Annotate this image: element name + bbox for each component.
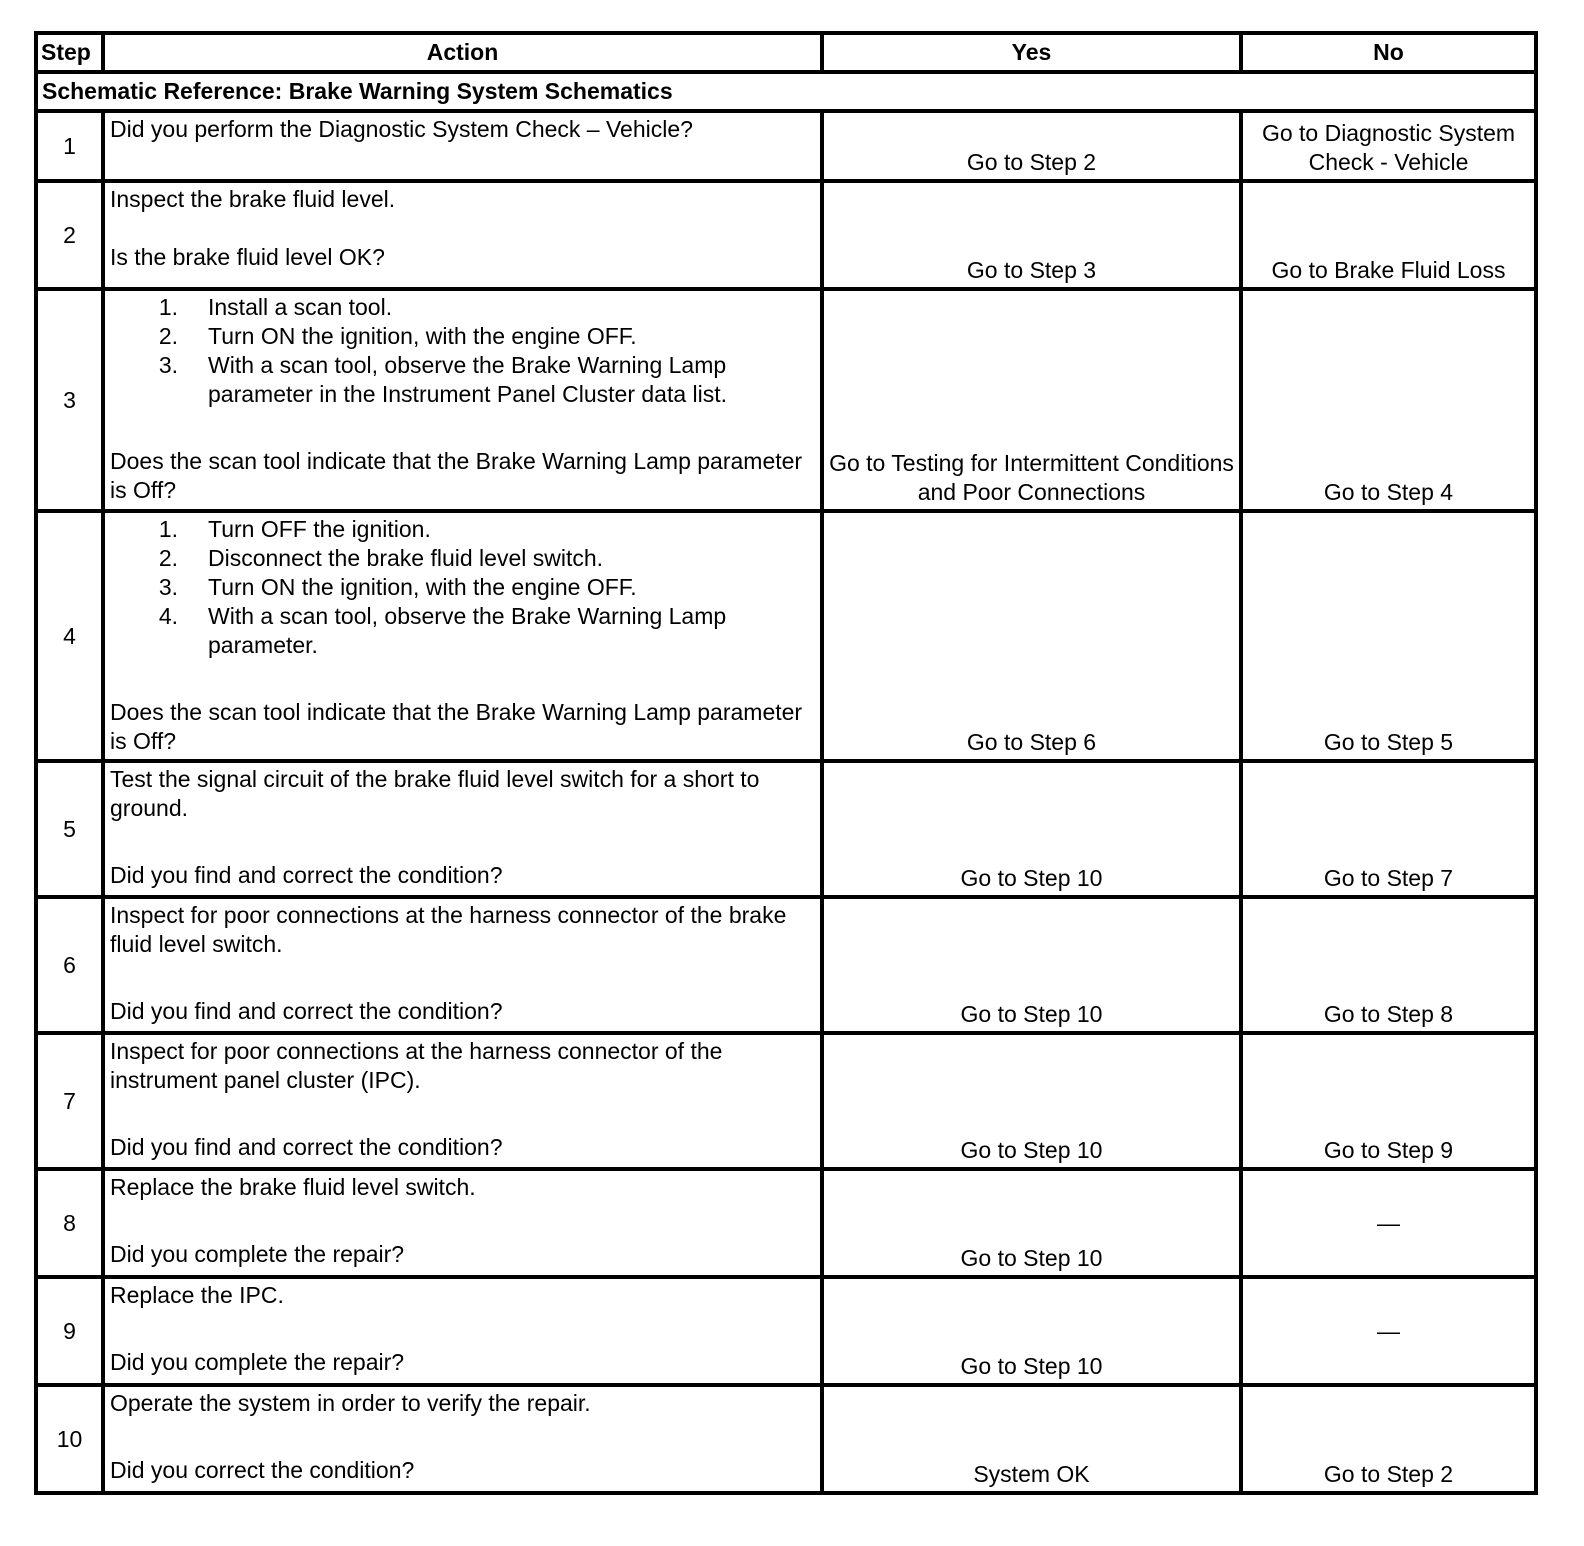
table-row	[36, 897, 1536, 1033]
no-result: —	[1241, 1169, 1536, 1277]
schematic-reference-row	[36, 72, 1536, 111]
yes-result: Go to Step 10	[822, 897, 1241, 1033]
step-number: 5	[36, 761, 103, 897]
diagnostic-table	[34, 31, 1538, 1495]
yes-result: Go to Testing for Intermittent Conditions and Poor Connections	[822, 289, 1241, 511]
step-number: 4	[36, 511, 103, 761]
yes-result: Go to Step 10	[822, 1033, 1241, 1169]
list-item: 3. Turn ON the ignition, with the engine OFF.	[158, 574, 637, 600]
list-item: 1. Install a scan tool.	[158, 294, 393, 320]
action-text: Test the signal circuit of the brake fluid level switch for a short to ground.	[110, 766, 760, 821]
header-action: Action	[103, 33, 822, 72]
list-item: 4. With a scan tool, observe the Brake Warning Lamp parameter.	[158, 603, 727, 658]
action-cell	[103, 1033, 822, 1169]
action-cell	[103, 1385, 822, 1493]
step-number: 9	[36, 1277, 103, 1385]
no-result: Go to Step 5	[1241, 511, 1536, 761]
header-row	[36, 33, 1536, 72]
step-number: 3	[36, 289, 103, 511]
action-question: Did you complete the repair?	[110, 1349, 405, 1375]
list-item: 2. Turn ON the ignition, with the engine OFF.	[158, 323, 637, 349]
yes-result: Go to Step 6	[822, 511, 1241, 761]
action-cell	[103, 1277, 822, 1385]
step-number: 2	[36, 181, 103, 289]
list-item: 1. Turn OFF the ignition.	[158, 516, 431, 542]
table-row	[36, 1169, 1536, 1277]
step-number: 10	[36, 1385, 103, 1493]
table-row	[36, 1385, 1536, 1493]
step-number: 8	[36, 1169, 103, 1277]
action-text: Inspect the brake fluid level.	[110, 186, 396, 212]
action-text: Did you perform the Diagnostic System Check – Vehicle?	[110, 116, 693, 142]
yes-result: Go to Step 10	[822, 1277, 1241, 1385]
no-result: Go to Step 8	[1241, 897, 1536, 1033]
action-question: Does the scan tool indicate that the Brake Warning Lamp parameter is Off?	[110, 448, 803, 503]
no-result: Go to Step 4	[1241, 289, 1536, 511]
action-text: Operate the system in order to verify the repair.	[110, 1390, 591, 1416]
step-number: 1	[36, 111, 103, 181]
action-steps-list	[110, 293, 814, 409]
list-item: 3. With a scan tool, observe the Brake Warning Lamp parameter in the Instrument Panel Cluster data list.	[158, 352, 728, 407]
action-text: Inspect for poor connections at the harness connector of the instrument panel cluster (IPC).	[110, 1038, 723, 1093]
action-question: Did you correct the condition?	[110, 1457, 415, 1483]
no-result: Go to Brake Fluid Loss	[1241, 181, 1536, 289]
header-no: No	[1241, 33, 1536, 72]
action-cell	[103, 1169, 822, 1277]
no-result: —	[1241, 1277, 1536, 1385]
action-cell	[103, 289, 822, 511]
action-question: Is the brake fluid level OK?	[110, 244, 385, 270]
list-item: 2. Disconnect the brake fluid level switch.	[158, 545, 604, 571]
action-cell	[103, 111, 822, 181]
step-number: 6	[36, 897, 103, 1033]
table-row	[36, 1277, 1536, 1385]
yes-result: Go to Step 10	[822, 761, 1241, 897]
action-question: Did you find and correct the condition?	[110, 998, 503, 1024]
table-row	[36, 511, 1536, 761]
action-cell	[103, 761, 822, 897]
header-yes: Yes	[822, 33, 1241, 72]
action-question: Did you complete the repair?	[110, 1241, 405, 1267]
action-steps-list	[110, 515, 814, 660]
no-result: Go to Step 2	[1241, 1385, 1536, 1493]
action-question: Did you find and correct the condition?	[110, 862, 503, 888]
action-cell	[103, 511, 822, 761]
table-row	[36, 111, 1536, 181]
action-question: Did you find and correct the condition?	[110, 1134, 503, 1160]
no-result: Go to Step 9	[1241, 1033, 1536, 1169]
yes-result: Go to Step 3	[822, 181, 1241, 289]
action-text: Inspect for poor connections at the harness connector of the brake fluid level switch.	[110, 902, 787, 957]
yes-result: Go to Step 10	[822, 1169, 1241, 1277]
action-cell	[103, 897, 822, 1033]
action-text: Replace the brake fluid level switch.	[110, 1174, 476, 1200]
step-number: 7	[36, 1033, 103, 1169]
action-cell	[103, 181, 822, 289]
yes-result: System OK	[822, 1385, 1241, 1493]
no-result: Go to Step 7	[1241, 761, 1536, 897]
action-question: Does the scan tool indicate that the Brake Warning Lamp parameter is Off?	[110, 699, 803, 754]
header-step: Step	[36, 33, 103, 72]
table-row	[36, 1033, 1536, 1169]
table-row	[36, 181, 1536, 289]
schematic-reference: Schematic Reference: Brake Warning System Schematics	[36, 72, 1536, 111]
table-row	[36, 761, 1536, 897]
yes-result: Go to Step 2	[822, 111, 1241, 181]
table-row	[36, 289, 1536, 511]
no-result: Go to Diagnostic System Check - Vehicle	[1241, 111, 1536, 181]
action-text: Replace the IPC.	[110, 1282, 284, 1308]
